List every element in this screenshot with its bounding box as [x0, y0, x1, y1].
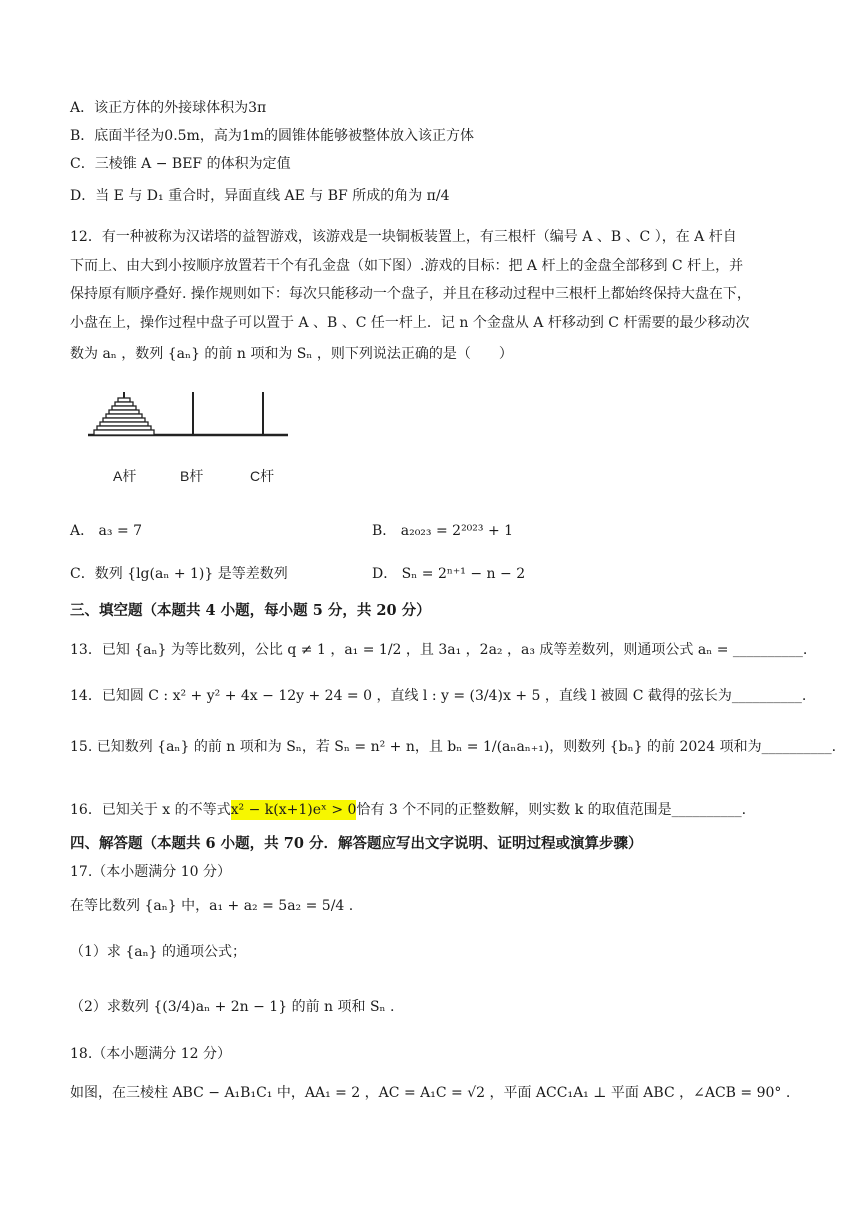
q11-option-a: A．该正方体的外接球体积为3π [70, 100, 267, 116]
disk-stack [94, 398, 154, 435]
q12-option-b: B． a₂₀₂₃ = 2²⁰²³ + 1 [372, 523, 514, 539]
section-4-heading: 四、解答题（本题共 6 小题，共 70 分．解答题应写出文字说明、证明过程或演算步骤） [70, 835, 643, 852]
q16 [70, 800, 746, 820]
q12-line-4: 小盘在上，操作过程中盘子可以置于 A 、B 、C 任一杆上．记 n 个金盘从 A 杆移动到 C 杆需要的最少移动次 [70, 315, 750, 331]
section-3-heading: 三、填空题（本题共 4 小题，每小题 5 分，共 20 分） [70, 602, 431, 619]
q12-line-1: 12．有一种被称为汉诺塔的益智游戏，该游戏是一块铜板装置上，有三根杆（编号 A 、B 、C ），在 A 杆自 [70, 229, 737, 245]
rod-b-label: B杆 [180, 468, 204, 484]
q12-line-2: 下而上、由大到小按顺序放置若干个有孔金盘（如下图）.游戏的目标：把 A 杆上的金盘全部移到 C 杆上，并 [70, 258, 744, 274]
q18-header: 18.（本小题满分 12 分） [70, 1046, 231, 1062]
q17-part-1: （1）求 {aₙ} 的通项公式； [70, 944, 247, 960]
q11-option-b: B．底面半径为0.5m，高为1m的圆锥体能够被整体放入该正方体 [70, 128, 475, 144]
q14: 14．已知圆 C : x² + y² + 4x − 12y + 24 = 0 ，直线 l : y = (3/4)x + 5 ，直线 l 被圆 C 截得的弦长为__________. [70, 688, 807, 704]
q17-part-2: （2）求数列 {(3/4)aₙ + 2n − 1} 的前 n 项和 Sₙ . [70, 999, 395, 1015]
rod-a-label: A杆 [113, 468, 137, 484]
q17-stem: 在等比数列 {aₙ} 中，a₁ + a₂ = 5a₂ = 5/4 . [70, 898, 354, 914]
rod-c-label: C杆 [250, 468, 275, 484]
q12-option-d: D． Sₙ = 2ⁿ⁺¹ − n − 2 [372, 566, 526, 582]
q16-highlighted-inequality: x² − k(x+1)eˣ > 0 [230, 802, 357, 818]
q11-option-d: D．当 E 与 D₁ 重合时，异面直线 AE 与 BF 所成的角为 π/4 [70, 188, 450, 204]
q17-header: 17.（本小题满分 10 分） [70, 864, 231, 880]
q18-stem: 如图，在三棱柱 ABC − A₁B₁C₁ 中，AA₁ = 2 ，AC = A₁C = √2 ，平面 ACC₁A₁ ⊥ 平面 ABC ，∠ACB = 90° . [70, 1085, 791, 1101]
q15: 15. 已知数列 {aₙ} 的前 n 项和为 Sₙ，若 Sₙ = n² + n，且 bₙ = 1/(aₙaₙ₊₁)，则数列 {bₙ} 的前 2024 项和为__________. [70, 739, 837, 755]
q12-line-5: 数为 aₙ ，数列 {aₙ} 的前 n 项和为 Sₙ ，则下列说法正确的是（ ） [70, 346, 513, 362]
q12-option-c: C．数列 {lg(aₙ + 1)} 是等差数列 [70, 566, 288, 582]
q12-option-a: A． a₃ = 7 [70, 523, 143, 539]
q16-prefix: 16．已知关于 x 的不等式 [70, 802, 231, 818]
q11-option-c: C．三棱锥 A − BEF 的体积为定值 [70, 156, 291, 172]
q12-line-3: 保持原有顺序叠好. 操作规则如下：每次只能移动一个盘子，并且在移动过程中三根杆上都始终保持大盘在下， [70, 286, 751, 302]
hanoi-tower-figure [88, 388, 308, 496]
q13: 13．已知 {aₙ} 为等比数列，公比 q ≠ 1 ，a₁ = 1/2 ，且 3a₁ ，2a₂ ，a₃ 成等差数列，则通项公式 aₙ = __________. [70, 642, 808, 658]
q16-suffix: 恰有 3 个不同的正整数解，则实数 k 的取值范围是__________. [356, 802, 747, 818]
